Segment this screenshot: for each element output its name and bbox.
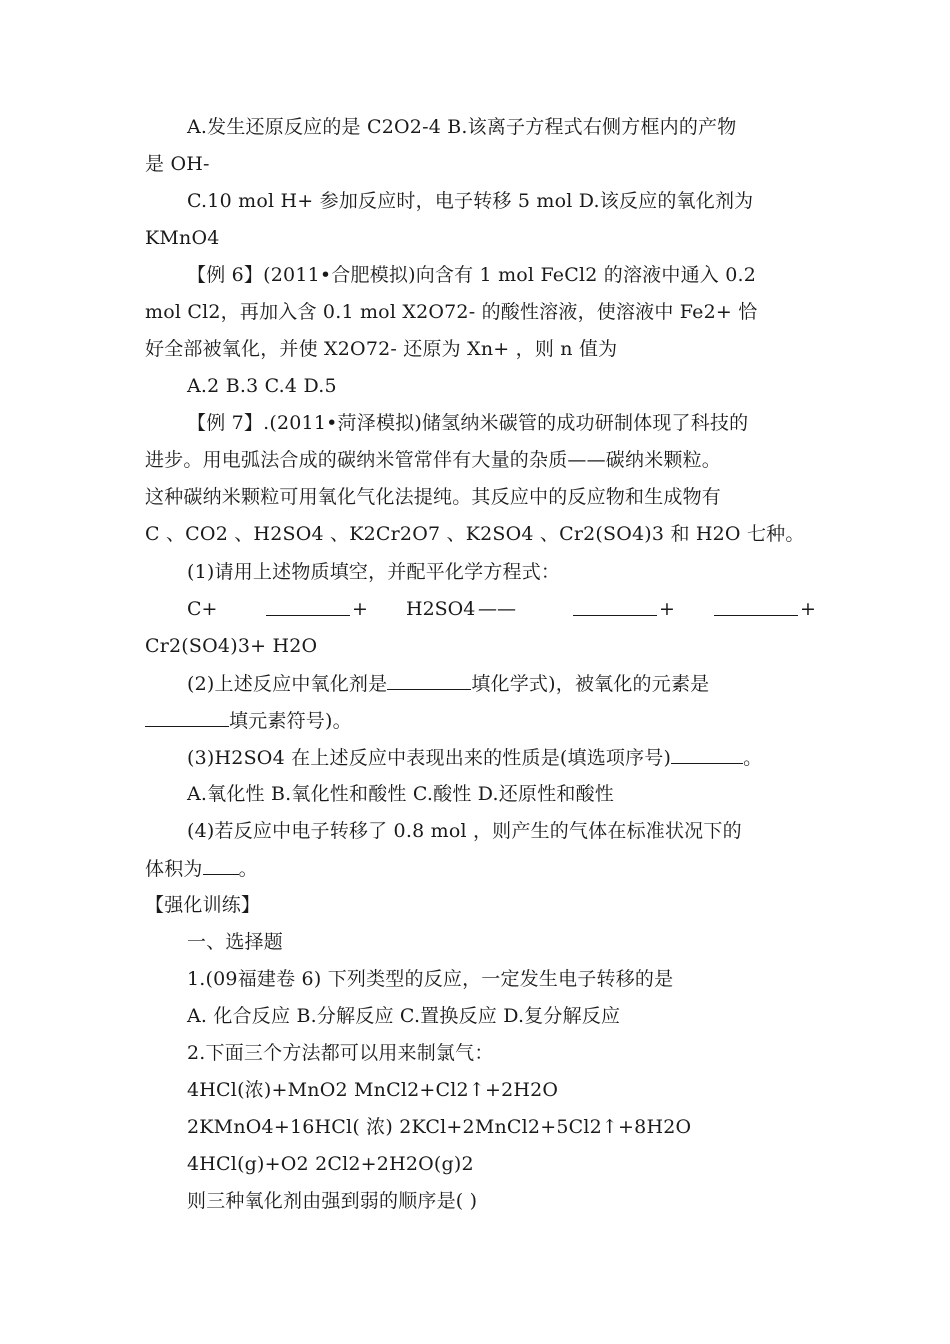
question-1: (1)请用上述物质填空，并配平化学方程式：	[187, 561, 561, 583]
section-heading-training: 【强化训练】	[145, 894, 261, 916]
equation-plus-1: +	[352, 598, 368, 620]
element-blank[interactable]	[145, 708, 229, 727]
volume-blank[interactable]	[203, 856, 239, 875]
reaction-3: 4HCl(g)+O2 2Cl2+2H2O(g)2	[187, 1153, 474, 1175]
question-2-line-2	[145, 708, 815, 733]
question-4-period: 。	[238, 858, 258, 880]
equation-term-h2so4: H2SO4	[406, 598, 476, 620]
exercise-2: 2.下面三个方法都可以用来制氯气：	[187, 1042, 494, 1064]
option-line-cd: C.10 mol H+ 参加反应时，电子转移 5 mol D.该反应的氧化剂为	[187, 190, 754, 212]
reaction-2: 2KMnO4+16HCl( 浓) 2KCl+2MnCl2+5Cl2↑+8H2O	[187, 1116, 692, 1138]
example-7-substances: C 、CO2 、H2SO4 、K2Cr2O7 、K2SO4 、Cr2(SO4)3 和 H2O 七种。	[145, 523, 805, 545]
example-7-line-3: 这种碳纳米颗粒可用氧化气化法提纯。其反应中的反应物和生成物有	[145, 486, 722, 508]
example-6-line-2: mol Cl2，再加入含 0.1 mol X2O72- 的酸性溶液，使溶液中 Fe2+ 恰	[145, 301, 758, 323]
question-3	[187, 745, 815, 770]
example-6-line-1: 【例 6】(2011•合肥模拟)向含有 1 mol FeCl2 的溶液中通入 0.2	[187, 264, 757, 286]
example-6-line-3: 好全部被氧化，并使 X2O72- 还原为 Xn+ ，则 n 值为	[145, 338, 618, 360]
question-3-text: (3)H2SO4 在上述反应中表现出来的性质是(填选项序号)	[187, 747, 672, 769]
reaction-1: 4HCl(浓)+MnO2 MnCl2+Cl2↑+2H2O	[187, 1079, 559, 1101]
equation-line-2: Cr2(SO4)3+ H2O	[145, 635, 318, 657]
question-3-period: 。	[743, 747, 763, 769]
oxidant-blank[interactable]	[387, 671, 471, 690]
question-2-text-c: 填元素符号)。	[229, 710, 352, 732]
property-blank[interactable]	[671, 745, 743, 764]
exercise-1-options: A. 化合反应 B.分解反应 C.置换反应 D.复分解反应	[187, 1005, 621, 1027]
question-4-line-2	[145, 856, 815, 881]
equation-arrow: ——	[478, 598, 516, 620]
equation-plus-3: +	[800, 598, 816, 620]
equation-term-c: C+	[187, 598, 218, 620]
equation-blank-2[interactable]	[573, 597, 657, 616]
example-7-line-1: 【例 7】.(2011•菏泽模拟)储氢纳米碳管的成功研制体现了科技的	[187, 412, 749, 434]
question-3-options: A.氧化性 B.氧化性和酸性 C.酸性 D.还原性和酸性	[187, 783, 614, 805]
example-7-line-2: 进步。用电弧法合成的碳纳米管常伴有大量的杂质——碳纳米颗粒。	[145, 449, 722, 471]
equation-plus-2: +	[659, 598, 675, 620]
option-line-cd-cont: KMnO4	[145, 227, 220, 249]
exercise-2-question: 则三种氧化剂由强到弱的顺序是( )	[187, 1190, 478, 1212]
question-4-line-1: (4)若反应中电子转移了 0.8 mol ，则产生的气体在标准状况下的	[187, 820, 742, 842]
exercise-1: 1.(09福建卷 6) 下列类型的反应，一定发生电子转移的是	[187, 968, 674, 990]
chemical-equation-row	[0, 597, 950, 621]
question-2-text-b: 填化学式)，被氧化的元素是	[471, 673, 710, 695]
option-line-ab-cont: 是 OH-	[145, 153, 210, 175]
equation-blank-1[interactable]	[266, 597, 350, 616]
equation-blank-3[interactable]	[714, 597, 798, 616]
subsection-choice: 一、选择题	[187, 931, 284, 953]
example-6-options: A.2 B.3 C.4 D.5	[187, 375, 337, 397]
question-2-line-1	[187, 671, 815, 696]
question-4-text: 体积为	[145, 858, 203, 880]
question-2-text-a: (2)上述反应中氧化剂是	[187, 673, 388, 695]
option-line-ab: A.发生还原反应的是 C2O2-4 B.该离子方程式右侧方框内的产物	[187, 116, 737, 138]
